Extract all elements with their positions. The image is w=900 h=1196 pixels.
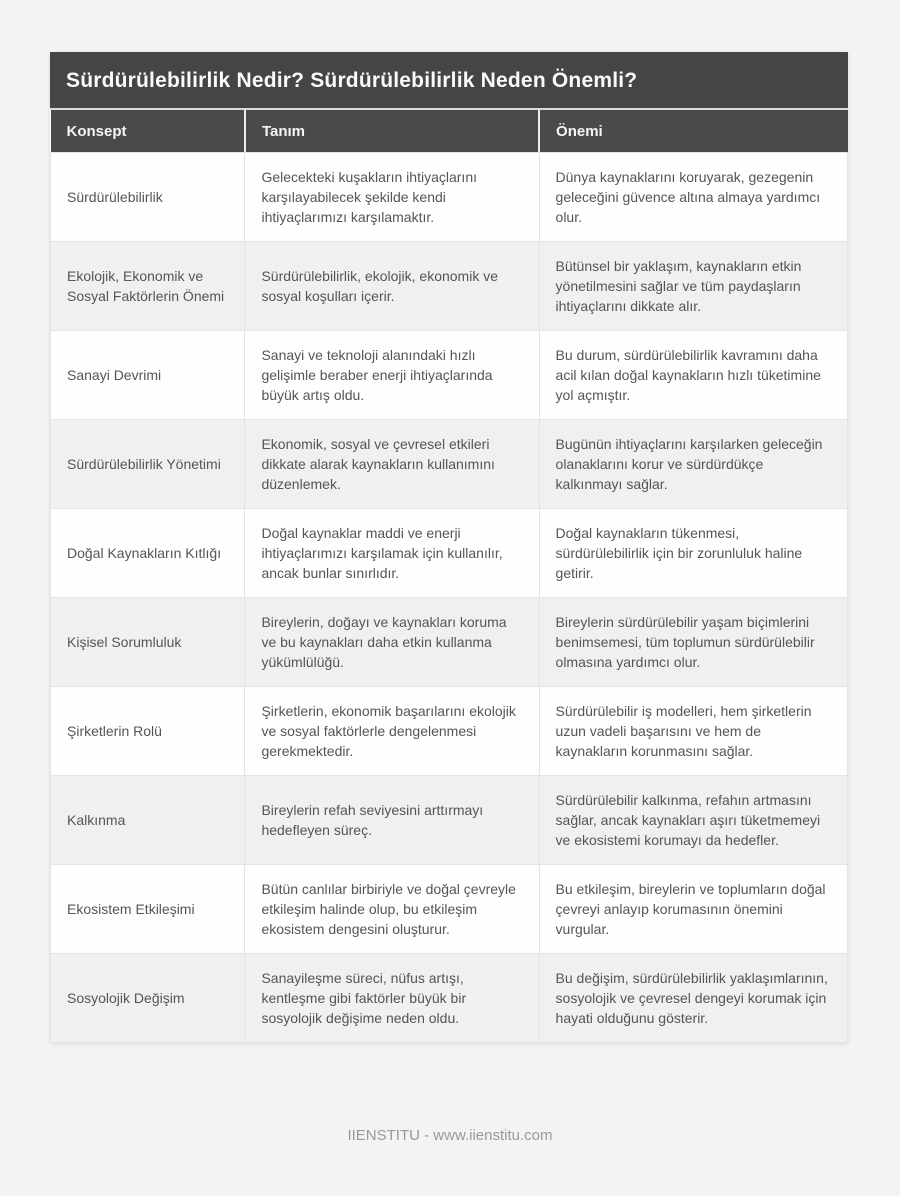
table-row xyxy=(51,776,848,865)
sustainability-table xyxy=(50,110,848,1043)
cell-concept: Kişisel Sorumluluk xyxy=(51,598,245,687)
header-row xyxy=(51,110,848,153)
cell-definition: Bütün canlılar birbiriyle ve doğal çevreyle etkileşim halinde olup, bu etkileşim ekosistem dengesini oluşturur. xyxy=(245,865,539,954)
cell-definition: Ekonomik, sosyal ve çevresel etkileri dikkate alarak kaynakların kullanımını düzenlemek. xyxy=(245,420,539,509)
cell-importance: Bu değişim, sürdürülebilirlik yaklaşımlarının, sosyolojik ve çevresel dengeyi korumak için hayati olduğunu gösterir. xyxy=(539,954,847,1043)
cell-concept: Kalkınma xyxy=(51,776,245,865)
cell-importance: Bütünsel bir yaklaşım, kaynakların etkin yönetilmesini sağlar ve tüm paydaşların ihtiyaçlarını dikkate alır. xyxy=(539,242,847,331)
sustainability-table-card xyxy=(50,52,848,1043)
table-row xyxy=(51,153,848,242)
cell-definition: Sürdürülebilirlik, ekolojik, ekonomik ve sosyal koşulları içerir. xyxy=(245,242,539,331)
cell-concept: Sosyolojik Değişim xyxy=(51,954,245,1043)
cell-concept: Doğal Kaynakların Kıtlığı xyxy=(51,509,245,598)
cell-importance: Dünya kaynaklarını koruyarak, gezegenin geleceğini güvence altına almaya yardımcı olur. xyxy=(539,153,847,242)
column-header-konsept: Konsept xyxy=(51,110,245,153)
cell-concept: Ekolojik, Ekonomik ve Sosyal Faktörlerin Önemi xyxy=(51,242,245,331)
cell-definition: Bireylerin, doğayı ve kaynakları koruma ve bu kaynakları daha etkin kullanma yükümlülüğü. xyxy=(245,598,539,687)
table-row xyxy=(51,509,848,598)
table-row xyxy=(51,420,848,509)
column-header-onemi: Önemi xyxy=(539,110,847,153)
cell-definition: Gelecekteki kuşakların ihtiyaçlarını karşılayabilecek şekilde kendi ihtiyaçlarımızı karşılamaktır. xyxy=(245,153,539,242)
column-header-tanim: Tanım xyxy=(245,110,539,153)
table-row xyxy=(51,687,848,776)
table-row xyxy=(51,865,848,954)
table-row xyxy=(51,242,848,331)
cell-definition: Sanayi ve teknoloji alanındaki hızlı gelişimle beraber enerji ihtiyaçlarında büyük artış oldu. xyxy=(245,331,539,420)
cell-concept: Sürdürülebilirlik Yönetimi xyxy=(51,420,245,509)
cell-importance: Bireylerin sürdürülebilir yaşam biçimlerini benimsemesi, tüm toplumun sürdürülebilir olmasına yardımcı olur. xyxy=(539,598,847,687)
cell-definition: Doğal kaynaklar maddi ve enerji ihtiyaçlarımızı karşılamak için kullanılır, ancak bunlar sınırlıdır. xyxy=(245,509,539,598)
cell-concept: Şirketlerin Rolü xyxy=(51,687,245,776)
cell-importance: Doğal kaynakların tükenmesi, sürdürülebilirlik için bir zorunluluk haline getirir. xyxy=(539,509,847,598)
table-row xyxy=(51,598,848,687)
cell-concept: Sürdürülebilirlik xyxy=(51,153,245,242)
cell-definition: Şirketlerin, ekonomik başarılarını ekolojik ve sosyal faktörlerle dengelenmesi gerekmektedir. xyxy=(245,687,539,776)
cell-definition: Sanayileşme süreci, nüfus artışı, kentleşme gibi faktörler büyük bir sosyolojik değişime neden oldu. xyxy=(245,954,539,1043)
cell-importance: Sürdürülebilir kalkınma, refahın artmasını sağlar, ancak kaynakları aşırı tüketmemeyi ve ekosistemi korumayı da hedefler. xyxy=(539,776,847,865)
table-row xyxy=(51,331,848,420)
table-row xyxy=(51,954,848,1043)
cell-importance: Bu durum, sürdürülebilirlik kavramını daha acil kılan doğal kaynakların hızlı tüketimine yol açmıştır. xyxy=(539,331,847,420)
cell-concept: Sanayi Devrimi xyxy=(51,331,245,420)
page-title: Sürdürülebilirlik Nedir? Sürdürülebilirlik Neden Önemli? xyxy=(50,52,848,110)
cell-concept: Ekosistem Etkileşimi xyxy=(51,865,245,954)
cell-importance: Bugünün ihtiyaçlarını karşılarken geleceğin olanaklarını korur ve sürdürdükçe kalkınmayı sağlar. xyxy=(539,420,847,509)
cell-importance: Bu etkileşim, bireylerin ve toplumların doğal çevreyi anlayıp korumasının önemini vurgular. xyxy=(539,865,847,954)
cell-definition: Bireylerin refah seviyesini arttırmayı hedefleyen süreç. xyxy=(245,776,539,865)
table-body xyxy=(51,153,848,1043)
table-header xyxy=(51,110,848,153)
footer-credit: IIENSTITU - www.iienstitu.com xyxy=(347,1127,553,1144)
cell-importance: Sürdürülebilir iş modelleri, hem şirketlerin uzun vadeli başarısını ve hem de kaynakların korunmasını sağlar. xyxy=(539,687,847,776)
